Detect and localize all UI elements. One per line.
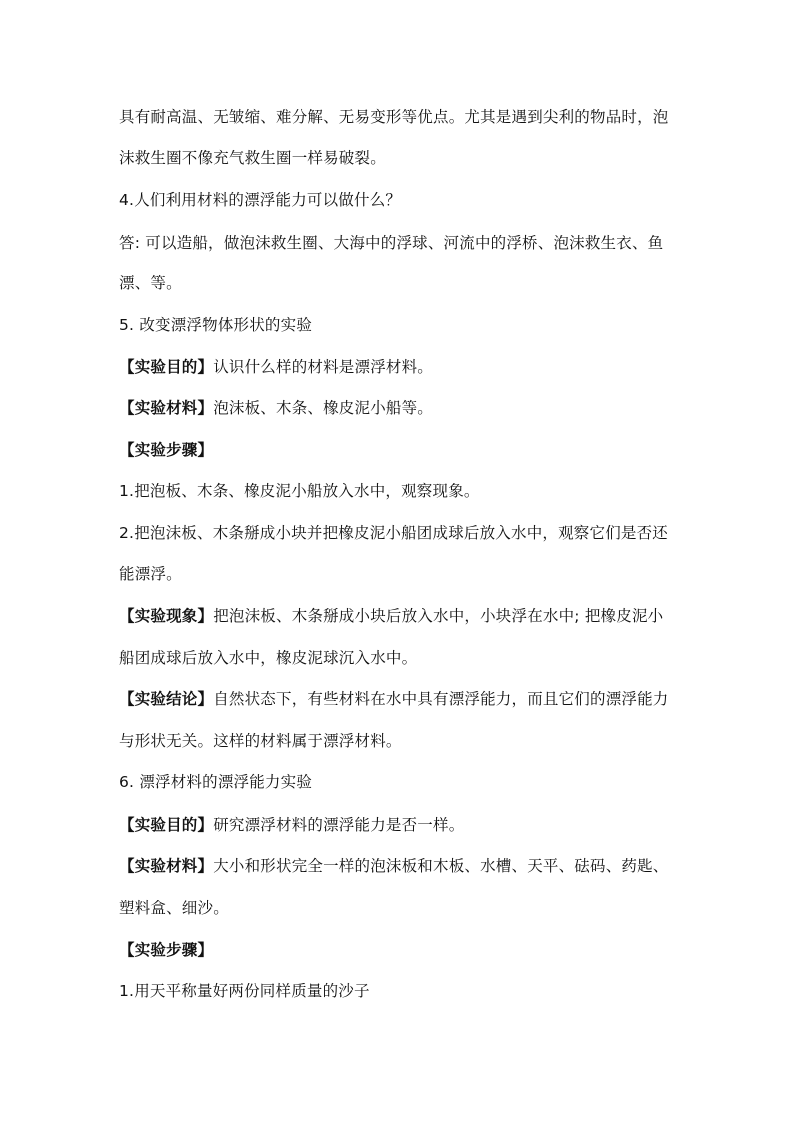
line-text: 4.人们利用材料的漂浮能力可以做什么？ (119, 191, 402, 209)
section-label: 【实验材料】 (119, 857, 214, 875)
experiment-phenomenon (119, 606, 689, 626)
line-text: 5. 改变漂浮物体形状的实验 (119, 316, 313, 334)
experiment-purpose (119, 357, 689, 377)
section-label: 【实验结论】 (119, 690, 214, 708)
line-text: 把泡沫板、木条掰成小块后放入水中，小块浮在水中; 把橡皮泥小 (213, 607, 664, 625)
text-line-1 (119, 107, 689, 127)
text-line-2 (119, 148, 689, 168)
line-text: 塑料盒、细沙。 (119, 899, 229, 917)
answer-line-2 (119, 273, 689, 293)
line-text: 6. 漂浮材料的漂浮能力实验 (119, 773, 313, 791)
answer-line-1 (119, 233, 689, 253)
experiment-conclusion (119, 689, 689, 709)
experiment-phenomenon-cont (119, 648, 689, 668)
question-heading (119, 190, 689, 210)
line-text: 漂、等。 (119, 274, 182, 292)
experiment-conclusion-cont (119, 731, 689, 751)
line-text: 大小和形状完全一样的泡沫板和木板、水槽、天平、砝码、药匙、 (213, 857, 669, 875)
section-heading-6 (119, 772, 689, 792)
section-label: 【实验材料】 (119, 399, 214, 417)
step-1-b (119, 981, 689, 1001)
section-label: 【实验步骤】 (119, 441, 214, 459)
line-text: 船团成球后放入水中，橡皮泥球沉入水中。 (119, 649, 418, 667)
line-text: 与形状无关。这样的材料属于漂浮材料。 (119, 732, 402, 750)
line-text: 认识什么样的材料是漂浮材料。 (213, 358, 434, 376)
line-text: 能漂浮。 (119, 565, 182, 583)
experiment-materials (119, 398, 689, 418)
experiment-steps-heading-2 (119, 940, 689, 960)
step-2 (119, 523, 689, 543)
section-label: 【实验目的】 (119, 816, 214, 834)
section-label: 【实验现象】 (119, 607, 214, 625)
line-text: 泡沫板、木条、橡皮泥小船等。 (213, 399, 434, 417)
line-text: 具有耐高温、无皱缩、难分解、无易变形等优点。尤其是遇到尖利的物品时，泡 (119, 108, 669, 126)
step-2-cont (119, 564, 689, 584)
line-text: 1.用天平称量好两份同样质量的沙子 (119, 982, 370, 1000)
line-text: 研究漂浮材料的漂浮能力是否一样。 (213, 816, 465, 834)
experiment-purpose-2 (119, 815, 689, 835)
experiment-materials-2 (119, 856, 689, 876)
line-text: 答: 可以造船，做泡沫救生圈、大海中的浮球、河流中的浮桥、泡沫救生衣、鱼 (119, 234, 664, 252)
experiment-steps-heading (119, 440, 689, 460)
line-text: 自然状态下，有些材料在水中具有漂浮能力，而且它们的漂浮能力 (213, 690, 669, 708)
section-label: 【实验目的】 (119, 358, 214, 376)
experiment-materials-2-cont (119, 898, 689, 918)
line-text: 沫救生圈不像充气救生圈一样易破裂。 (119, 149, 386, 167)
section-label: 【实验步骤】 (119, 941, 214, 959)
step-1 (119, 481, 689, 501)
section-heading-5 (119, 315, 689, 335)
line-text: 1.把泡板、木条、橡皮泥小船放入水中，观察现象。 (119, 482, 480, 500)
line-text: 2.把泡沫板、木条掰成小块并把橡皮泥小船团成球后放入水中，观察它们是否还 (119, 524, 668, 542)
